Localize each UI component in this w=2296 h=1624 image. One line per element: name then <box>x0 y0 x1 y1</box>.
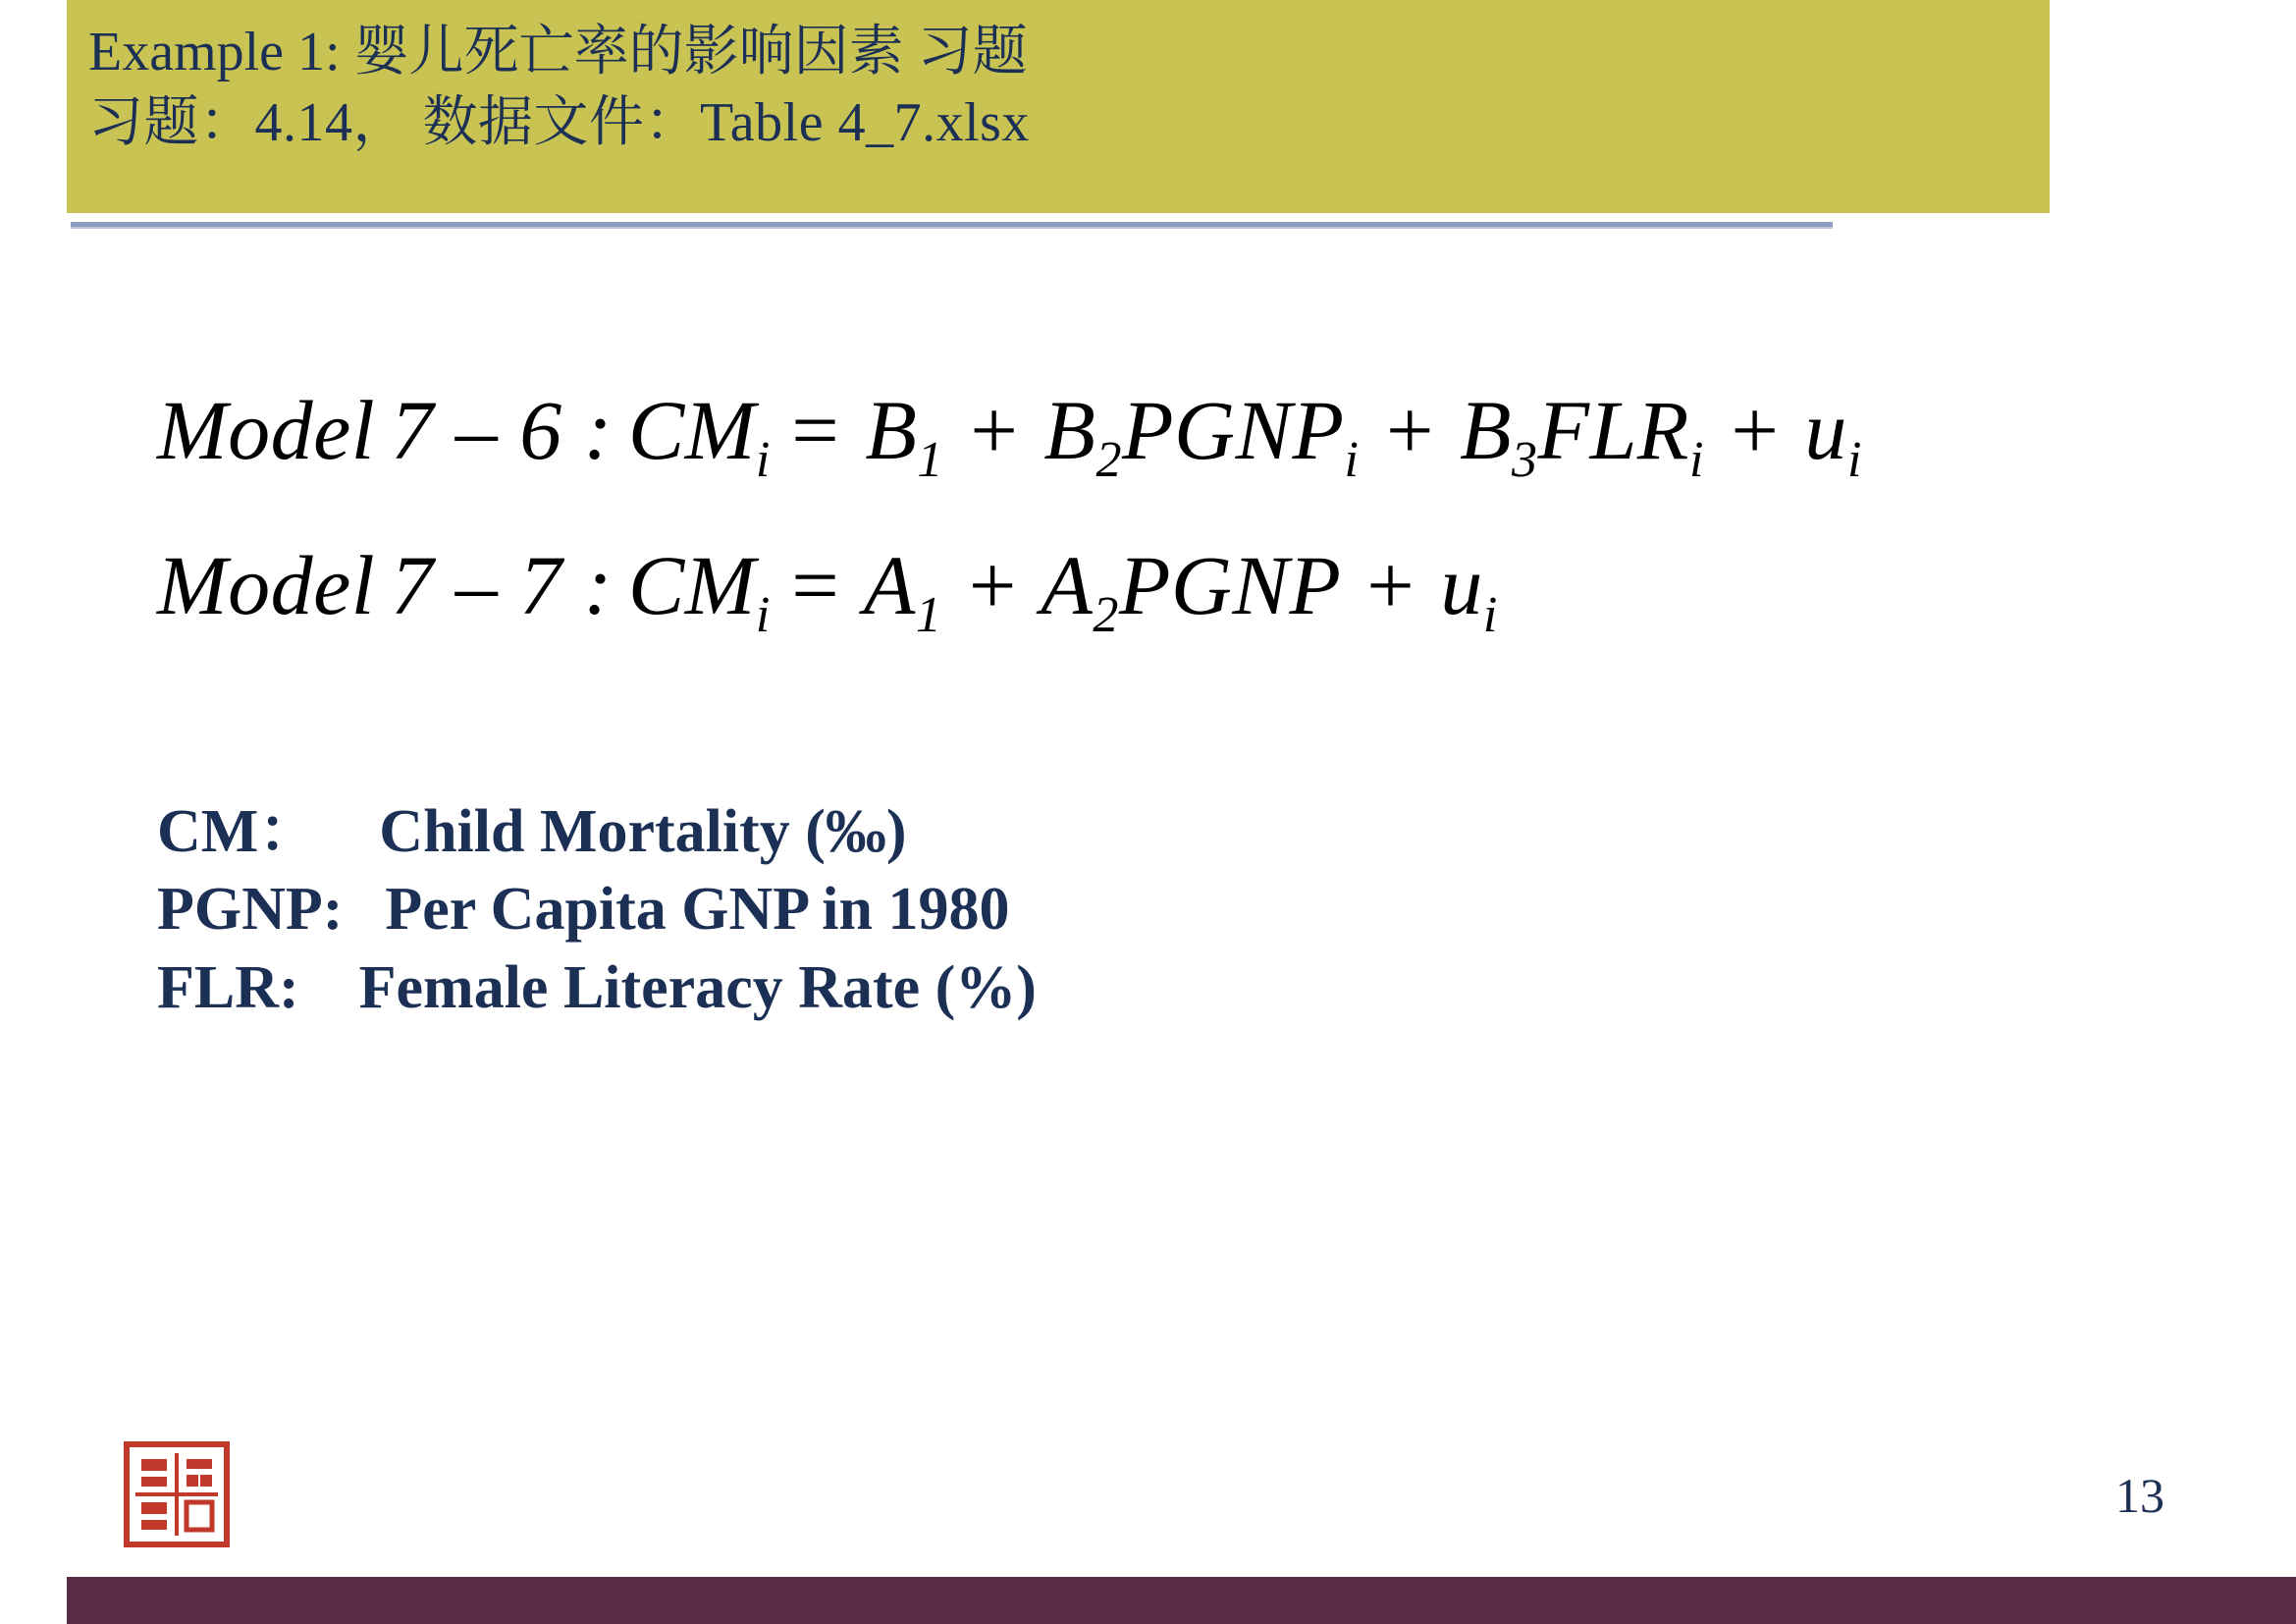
equation-7-7-lhs: $CM_i$ <box>627 538 771 644</box>
equation-7-7-rhs: = $A_1$ + $A_2PGNP + u_i$ <box>785 538 1498 644</box>
bottom-accent-bar <box>67 1577 2296 1624</box>
definition-key-cm: CM： <box>157 798 320 865</box>
equation-7-7-label: Model <box>157 538 376 632</box>
equation-7-6-number: 7 – 6 : <box>391 383 613 477</box>
title-banner <box>67 0 2050 213</box>
equation-7-6-lhs: $CM_i$ <box>627 383 771 489</box>
page-number: 13 <box>2115 1468 2164 1523</box>
left-margin-strip <box>0 0 67 1624</box>
definition-row-flr <box>157 949 1037 1027</box>
definition-value-cm: Child Mortality (‰) <box>379 798 907 865</box>
definition-row-pgnp <box>157 871 1037 948</box>
title-divider-rule-light <box>71 227 1833 229</box>
variable-definitions <box>157 793 1037 1027</box>
equation-7-6-rhs: = $B_1$ + $B_2PGNP_i + B_3FLR_i + u_i$ <box>785 383 1862 489</box>
title-line-1: Example 1: 婴儿死亡率的影响因素 习题 <box>88 22 1028 82</box>
seal-stamp-icon <box>124 1441 230 1547</box>
title-line-2: 习题：4.14， 数据文件：Table 4_7.xlsx <box>88 91 1030 153</box>
equation-7-7-number: 7 – 7 : <box>391 538 613 632</box>
definition-key-flr: FLR: <box>157 953 299 1021</box>
definition-key-pgnp: PGNP: <box>157 876 344 944</box>
equation-7-6-label: Model <box>157 383 376 477</box>
definition-value-flr: Female Literacy Rate (%) <box>358 953 1037 1021</box>
definition-row-cm <box>157 793 1037 871</box>
equation-model-7-6 <box>157 381 1862 489</box>
definition-value-pgnp: Per Capita GNP in 1980 <box>385 876 1010 944</box>
equation-model-7-7 <box>157 536 1498 644</box>
